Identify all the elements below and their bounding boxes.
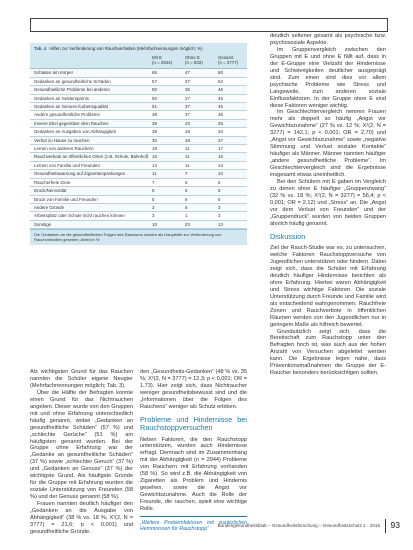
table-cell-label: Druck/Nervosität (34, 188, 67, 194)
table-row (30, 103, 247, 111)
table-row (30, 212, 247, 220)
table-cell-value: 37 (185, 112, 190, 118)
paragraph: Grundsätzlich zeigt sich, dass die Bereitschaft zum Rauchstopp unter den Befragten hoch ist, was auch aus der hohen Anzahl von Versuchen abgeleitet werden kann. Die Ergebnisse legen nahe, dass Präventionsmaßnahmen die Gruppe der E-Raucher besonders berücksichtigen sollten. (270, 328, 386, 377)
table-title: Hilfen zur Verhinderung von Rauchverhalten (Mehrfachnennungen möglich; %) (49, 46, 203, 51)
table-cell-value: 5 (218, 188, 221, 194)
table-body (30, 69, 247, 229)
table-cell-value: 30 (152, 137, 157, 143)
table-row (30, 153, 247, 161)
table-cell-value: 35 (218, 112, 223, 118)
table-row (30, 78, 247, 86)
table-cell-label: Andere gesundheitliche Probleme (34, 112, 100, 118)
paragraph: Über die Hälfte der Befragten konnte einen Grund für das Nichtrauchen angeben. Dieser wurde von den Gruppen mit und ohne Erfahrung unterschiedlich häufig genannt, wobei „Gedanken an gesundheitliche Schäden“ (57 %) und „schlechte Gerüche“ (51 %) am häufigsten genannt wurden. Bei der Gruppe ohne Erfahrung war der „Gedanke an gesundheitliche Schäden“ (37 %) sowie „schlechter Geruch“ (37 %) und „Gedanken an Genuss“ (37 %) der wichtigste Grund. Als häufigste Gründe für die Gruppe mit Erfahrung wurden die soziale Unterstützung von Freunden (58 %) und der Genuss genannt (58 %). (30, 389, 133, 501)
table-cell-label: Druck von Familie und Freunden (34, 196, 98, 202)
table-cell-value: 45 (218, 104, 223, 110)
table-cell-label: Schäden am Körper (34, 70, 74, 76)
table-row (30, 128, 247, 136)
table-row (30, 187, 247, 195)
table-cell-value: 15 (218, 154, 223, 160)
text-column-right (270, 33, 386, 377)
table-cell-value: 18 (185, 129, 190, 135)
table-cell-value: 3 (218, 213, 221, 219)
paragraph: Neben Faktoren, die den Rauchstopp unterstützen, wurden auch Hindernisse erfragt. Demnach sind im Zusammenhang mit der Abhängigkeit (n = 2944) Probleme von Rauchern mit Erfahrung vorhanden (58 %). So wird z.B. die Abhängigkeit von Zigaretten als Problem und Hindernis gesehen, sowie die Angst vor Gewichtszunahme. Auch die Rolle der Freunde, die rauchen, spielt eine wichtige Rolle. (140, 436, 247, 513)
table-cell-value: 11 (185, 154, 190, 160)
table-cell-value: 16 (152, 154, 157, 160)
table-row (30, 95, 247, 103)
page-footer (217, 519, 400, 533)
journal-name: Bundesgesundheitsblatt – Gesundheitsforschung – Gesundheitsschutz 1 · 2015 (217, 523, 380, 528)
table-row (30, 86, 247, 94)
table-cell-value: 11 (185, 162, 190, 168)
table-cell-value: 6 (185, 196, 188, 202)
paragraph: Frauen nannten deutlich häufiger den „Gedanken an die Ausgabe von Abhängigkeit“ (38 % vs. 18 %; X²(2, N = 3777) = 21,6; p < 0,001) und gesundheitliche Gründe. (30, 501, 133, 535)
table-cell-value: 60 (218, 70, 223, 76)
table-header (30, 54, 247, 70)
table-cell-value: 5 (152, 188, 155, 194)
table-header-col3: Gesamt (n = 3777) (218, 54, 239, 65)
text-column-left (30, 369, 133, 536)
paragraph: den „Gesundheits-Gedanken“ (48 % vs. 35 %; X²(2, N = 3777) = 12,3; p < 0,001; OR = 1,73). Hier zeigt sich, dass Nichtraucher weniger gesundheitsbewusst sind und die „Informationen über die Folgen des Rauchens“ weniger als Schutz erleben. (140, 369, 247, 410)
table-cell-value: 5 (218, 196, 221, 202)
table-cell-value: 3 (218, 204, 221, 210)
table-cell-value: 50 (152, 87, 157, 93)
table-cell-label: Gedanken an Ausgaben von Abhängigkeit (34, 129, 116, 135)
table-cell-value: 17 (218, 146, 223, 152)
table-cell-label: Verbot zu Hause zu rauchen (34, 137, 90, 143)
table-row (30, 204, 247, 212)
table-cell-label: Gedanken an Genuss-/Lebensqualität (34, 104, 108, 110)
table-cell-value: 27 (218, 137, 223, 143)
table-header-col1: Mit E (n = 2944) (152, 54, 173, 65)
table-row (30, 145, 247, 153)
table-row (30, 179, 247, 187)
table-row (30, 120, 247, 128)
table-cell-value: 7 (152, 179, 155, 185)
paragraph: Bei den Schülern mit E gaben im Vergleich zu denen ohne E häufiger „Gruppenzwang“ (32 % vs. 18 %; X²(2, N = 3277) = 56,4; p < 0,001; OR = 2,12) und „Stress“ an. Die „Angst vor dem Verlust von Freunden“ und der „Gruppendruck“ wurden von beiden Gruppen ähnlich häufig genannt. (270, 179, 386, 227)
table-cell-value: 7 (185, 171, 188, 177)
table-cell-value: 23 (185, 221, 190, 227)
table-header-label (34, 54, 152, 67)
table-cell-label: Andere Gründe (34, 204, 65, 210)
footer-divider (385, 519, 386, 533)
table-cell-value: 6 (185, 204, 188, 210)
table-cell-label: Lernen von Familie und Freunden (34, 162, 100, 168)
table-cell-value: 13 (218, 162, 223, 168)
paragraph: Im Geschlechtervergleich nennen Frauen mehr als doppelt so häufig „Angst vor Gewichtszunahme“ (27 % vs. 12 %; X²(2, N = 3277) = 142,1; p < 0,001; OR = 2,70) und „Angst vor Gewichtszunahme“ sowie „negative Stimmung und Verlust sozialer Kontakte“ häufiger als Männer. Männer nannten häufiger „andere gesundheitliche Probleme“. Im Geschlechtervergleich sind die Ergebnisse insgesamt etwas uneinheitlich. (270, 109, 386, 179)
table-cell-value: 5 (152, 196, 155, 202)
section-heading: Probleme und Hindernisse bei Rauchstoppversuchen (140, 414, 247, 433)
header-bar (30, 18, 388, 32)
table-cell-value: 35 (185, 87, 190, 93)
table-cell-value: 6 (185, 179, 188, 185)
table-cell-label: Lernen von anderen Rauchern (34, 146, 94, 152)
table-cell-value: 39 (152, 120, 157, 126)
table-cell-value: 11 (185, 146, 190, 152)
table-row (30, 170, 247, 178)
table-cell-value: 45 (218, 95, 223, 101)
table-cell-value: 13 (152, 162, 157, 168)
table-cell-label: Sonstige (34, 221, 52, 227)
table-cell-value: 27 (185, 95, 190, 101)
table-cell-value: 6 (185, 188, 188, 194)
table-cell-value: 10 (152, 221, 157, 227)
section-heading: Diskussion (270, 231, 306, 241)
table-cell-value: 6 (218, 179, 221, 185)
table-cell-value: 13 (218, 221, 223, 227)
paragraph: Als wichtigsten Grund für das Rauchen nannten die Schüler eigene Neugier (Mehrfachnennungen möglich; Tab. 3). (30, 369, 133, 389)
page-number: 93 (390, 520, 400, 530)
table-cell-value: 1 (185, 213, 188, 219)
table-cell-value: 50 (152, 95, 157, 101)
table-row (30, 69, 247, 77)
table-row (30, 111, 247, 119)
table-cell-value: 57 (152, 78, 157, 84)
table-cell-label: Innerer Ekel gegenüber dem Rauchen (34, 120, 109, 126)
table-row (30, 196, 247, 204)
table-cell-value: 3 (152, 204, 155, 210)
table-cell-value: 34 (218, 129, 223, 135)
table-cell-label: Gesundheitswarnung auf Zigarettenpackungen (34, 171, 126, 177)
table-cell-value: 23 (185, 120, 190, 126)
table-cell-value: 35 (218, 120, 223, 126)
table-cell-value: 19 (152, 146, 157, 152)
table-cell-value: 65 (152, 70, 157, 76)
table-row (30, 162, 247, 170)
table-cell-value: 10 (218, 171, 223, 177)
table-caption (30, 43, 247, 54)
table-cell-value: 37 (185, 78, 190, 84)
table-row (30, 137, 247, 145)
table-cell-value: 46 (218, 87, 223, 93)
table-header-col2: Ohne E (n = 833) (185, 54, 203, 65)
table-row (30, 221, 247, 229)
table-cell-value: 37 (185, 104, 190, 110)
text-column-middle (140, 369, 247, 533)
table-cell-value: 52 (218, 78, 223, 84)
table-cell-value: 18 (185, 137, 190, 143)
table-cell-value: 3 (152, 213, 155, 219)
table-cell-value: 38 (152, 129, 157, 135)
table-cell-label: Rauchverbote an öffentlichen Orten (z.B. Schule, Bahnhof) (34, 154, 149, 160)
table-cell-value: 11 (152, 171, 157, 177)
table-cell-value: 47 (185, 70, 190, 76)
table-cell-label: Gedanken an Geldersparnis (34, 95, 89, 101)
table-number: Tab. 4 (34, 46, 47, 51)
paragraph: deutlich seltener gesamt als psychische bzw. psychosoziale Aspekte. (270, 33, 386, 46)
table-cell-label: Gesundheitliche Probleme bei anderen (34, 87, 110, 93)
table-cell-label: Raucherfreie Zone (34, 179, 71, 185)
table-cell-label: Gedanken an gesundheitliche Schäden (34, 78, 111, 84)
table-footnote: Die Gedanken an die gesundheitlichen Folgen des Rauchens wurden als Haupthilfe zur Verhinderung von Rauchverhalten gesehen; Anteil in % (30, 229, 247, 245)
table-cell-value: 51 (152, 104, 157, 110)
table-cell-value: 38 (152, 112, 157, 118)
table-cell-label: Arbeitsplatz oder Schule nicht rauchen können (34, 213, 125, 219)
data-table (30, 43, 247, 245)
pull-quote: „Weitere Problemfaktoren mit zusätzlichen Hemmnissen für Rauchstopp“ (140, 516, 247, 533)
paragraph: Im Gruppenvergleich zwischen den Gruppen mit E und ohne E fällt auf, dass in der E-Gruppe eine Vielzahl der Hindernisse und Schwierigkeiten deutlicher ausgeprägt sind. Zum einen sind dies vor allem psychische Probleme wie Stress und Langeweile, zum anderen soziale Einflussfaktoren. In der Gruppe ohne E sind diese Faktoren weniger wichtig. (270, 46, 386, 109)
paragraph: Ziel der Rauch-Studie war es, zu untersuchen, welche Faktoren Rauchstoppversuche von Jugendlichen unterstützen oder hindern. Dabei zeigt sich, dass die Schüler mit Erfahrung deutlich häufiger Hindernisse berichten als ohne Erfahrung. Hierbei waren Abhängigkeit und Stress wichtige Faktoren. Die soziale Unterstützung durch Freunde und Familie wird als entscheidend wahrgenommen. Rauchfreie Zonen und Rauchverbote in öffentlichen Räumen werden von den Jugendlichen nur in geringem Maße als hilfreich bewertet. (270, 245, 386, 328)
